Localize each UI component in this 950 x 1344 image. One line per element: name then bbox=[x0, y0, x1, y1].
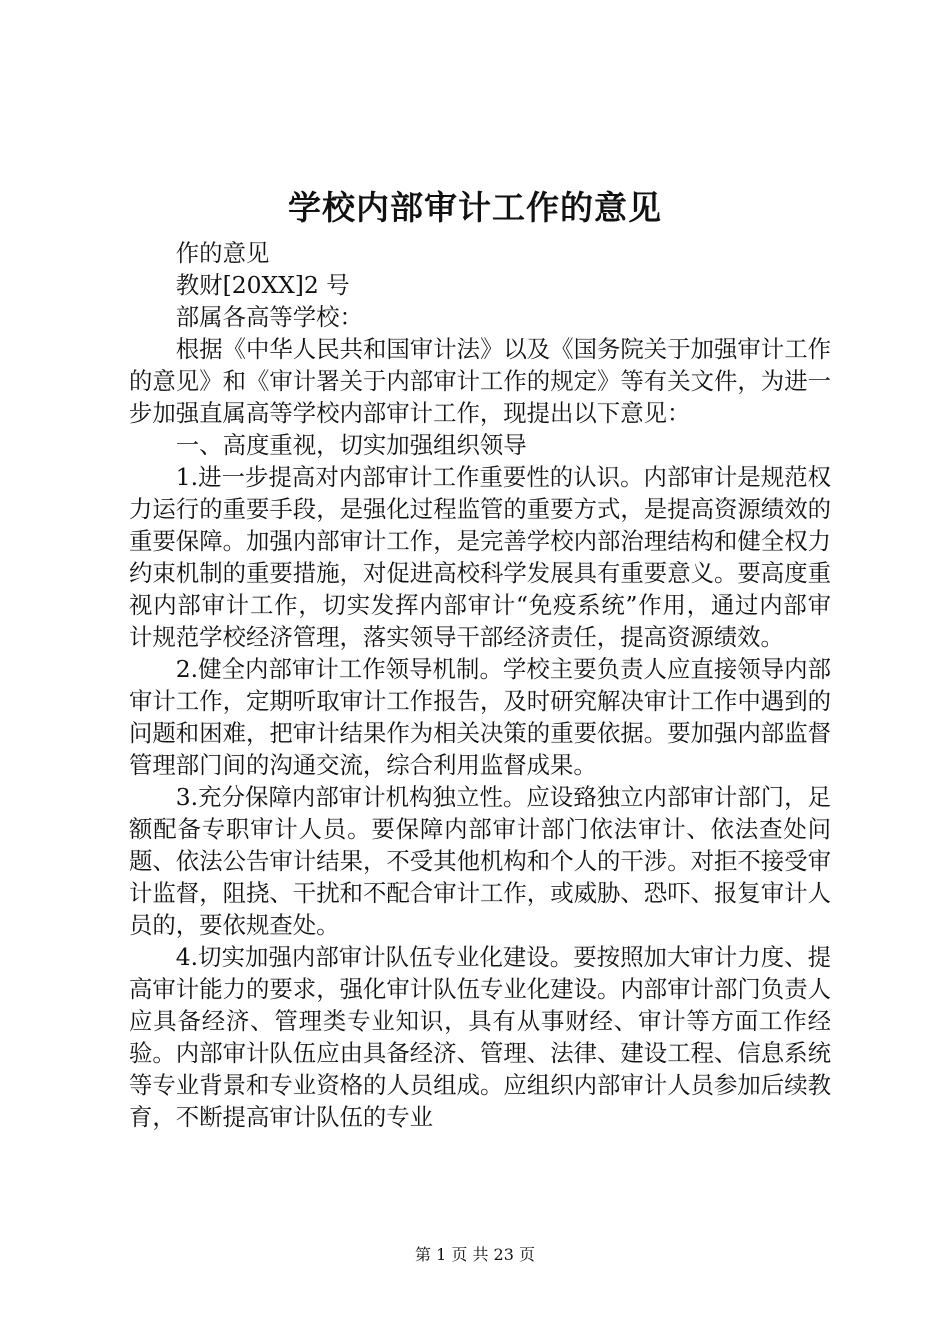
paragraph-intro: 根据《中华人民共和国审计法》以及《国务院关于加强审计工作的意见》和《审计署关于内部审计工作的规定》等有关文件，为进一步加强直属高等学校内部审计工作，现提出以下意见： bbox=[129, 335, 831, 427]
paragraph-item-4: 4.切实加强内部审计队伍专业化建设。要按照加大审计力度、提高审计能力的要求，强化审计队伍专业化建设。内部审计部门负责人应具备经济、管理类专业知识，具有从事财经、审计等方面工作经验。内部审计队伍应由具备经济、管理、法律、建设工程、信息系统等专业背景和专业资格的人员组成。应组织内部审计人员参加后续教育，不断提高审计队伍的专业 bbox=[129, 943, 831, 1131]
paragraph-doc-number: 教财[20XX]2 号 bbox=[175, 271, 350, 299]
paragraph-recipient: 部属各高等学校： bbox=[175, 303, 363, 331]
paragraph-item-2: 2.健全内部审计工作领导机制。学校主要负责人应直接领导内部审计工作，定期听取审计工作报告，及时研究解决审计工作中遇到的问题和困难，把审计结果作为相关决策的重要依据。要加强内部监督管理部门间的沟通交流，综合利用监督成果。 bbox=[129, 655, 831, 779]
page-footer: 第 1 页 共 23 页 bbox=[415, 1245, 535, 1264]
paragraph-item-1: 1.进一步提高对内部审计工作重要性的认识。内部审计是规范权力运行的重要手段，是强化过程监管的重要方式，是提高资源绩效的重要保障。加强内部审计工作，是完善学校内部治理结构和健全权力约束机制的重要措施，对促进高校科学发展具有重要意义。要高度重视内部审计工作，切实发挥内部审计“免疫系统”作用，通过内部审计规范学校经济管理，落实领导干部经济责任，提高资源绩效。 bbox=[129, 463, 831, 651]
section-heading-1: 一、高度重视，切实加强组织领导 bbox=[175, 431, 527, 459]
document-title: 学校内部审计工作的意见 bbox=[288, 188, 662, 227]
paragraph-subtitle: 作的意见 bbox=[175, 239, 270, 267]
paragraph-item-3: 3.充分保障内部审计机构独立性。应设臵独立内部审计部门，足额配备专职审计人员。要保障内部审计部门依法审计、依法查处问题、依法公告审计结果，不受其他机构和个人的干涉。对拒不接受审计监督，阻挠、干扰和不配合审计工作，或威胁、恐吓、报复审计人员的，要依规查处。 bbox=[129, 783, 831, 939]
document-body bbox=[129, 237, 831, 1133]
